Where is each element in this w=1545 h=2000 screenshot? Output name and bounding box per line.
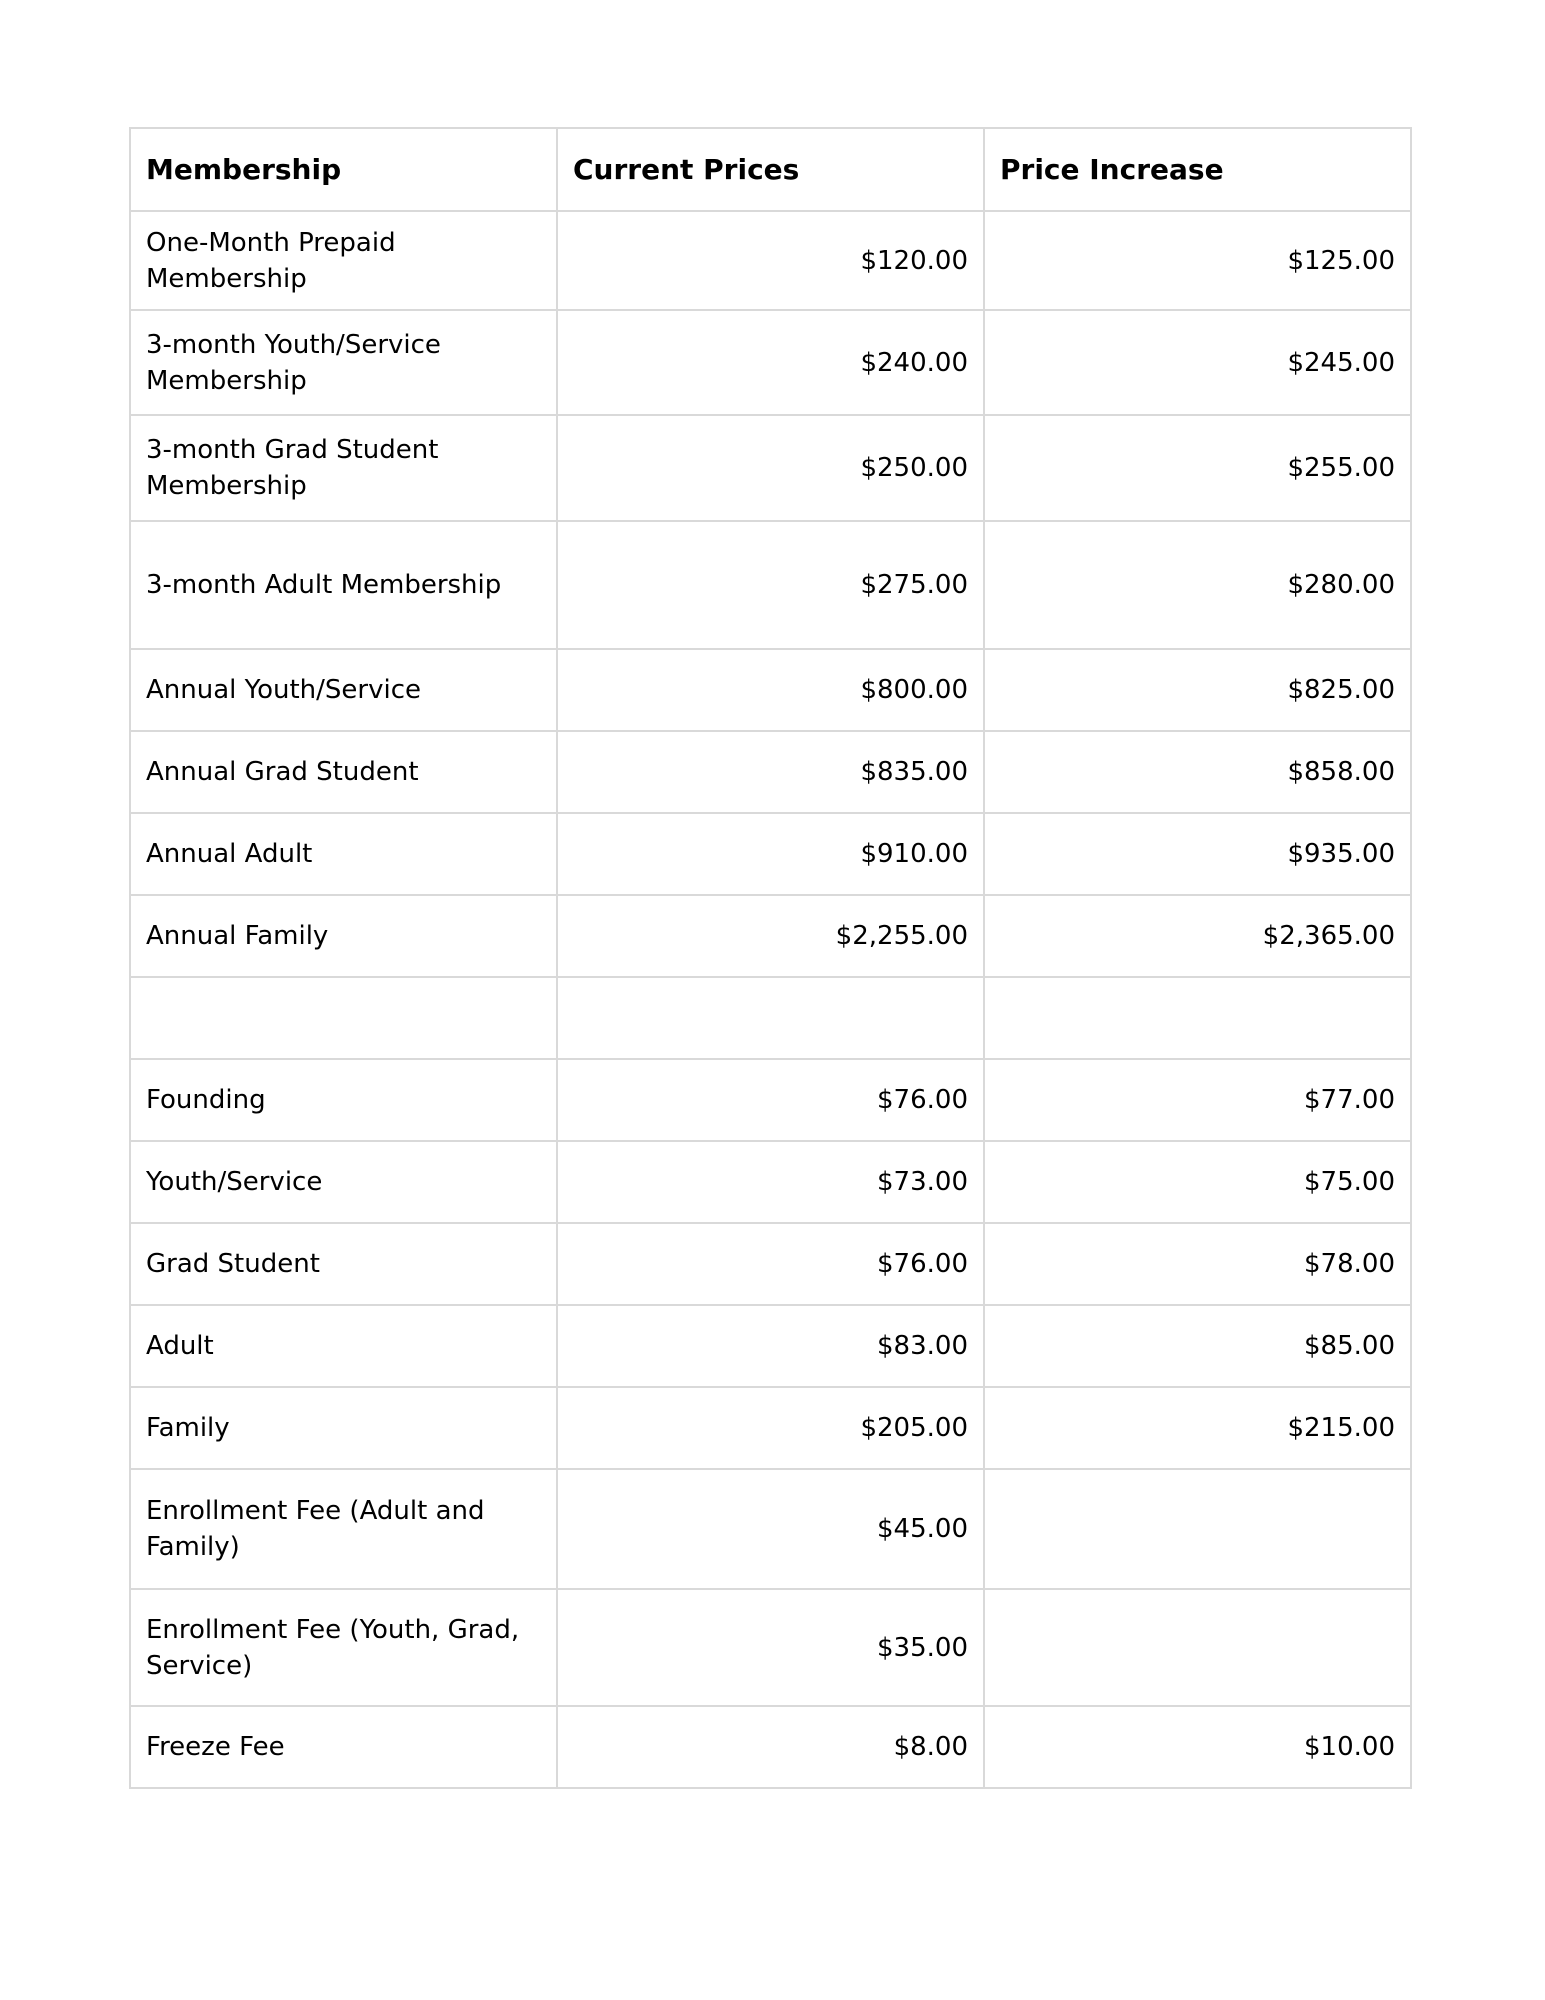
- membership-cell: 3-month Adult Membership: [130, 521, 557, 649]
- price-increase-cell: $125.00: [984, 211, 1411, 310]
- table-row: [130, 1706, 1411, 1788]
- current-price-cell: $800.00: [557, 649, 984, 731]
- table-row: [130, 1469, 1411, 1589]
- pricing-document: [129, 127, 1412, 1789]
- membership-cell: Annual Adult: [130, 813, 557, 895]
- table-row: [130, 1059, 1411, 1141]
- membership-cell: Freeze Fee: [130, 1706, 557, 1788]
- price-increase-cell: $85.00: [984, 1305, 1411, 1387]
- table-row: [130, 211, 1411, 310]
- current-price-cell: $2,255.00: [557, 895, 984, 977]
- membership-cell: One-Month Prepaid Membership: [130, 211, 557, 310]
- membership-cell: Youth/Service: [130, 1141, 557, 1223]
- price-increase-cell: $215.00: [984, 1387, 1411, 1469]
- current-price-cell: $83.00: [557, 1305, 984, 1387]
- membership-cell: Family: [130, 1387, 557, 1469]
- price-increase-cell: $245.00: [984, 310, 1411, 415]
- table-row: [130, 1305, 1411, 1387]
- table-row: [130, 1141, 1411, 1223]
- table-row: [130, 895, 1411, 977]
- current-price-cell: $205.00: [557, 1387, 984, 1469]
- price-increase-cell: $2,365.00: [984, 895, 1411, 977]
- price-increase-cell: $75.00: [984, 1141, 1411, 1223]
- table-row: [130, 415, 1411, 521]
- table-row-empty: [130, 977, 1411, 1059]
- table-row: [130, 813, 1411, 895]
- current-price-cell: $45.00: [557, 1469, 984, 1589]
- price-increase-cell: $280.00: [984, 521, 1411, 649]
- membership-cell: Annual Youth/Service: [130, 649, 557, 731]
- membership-cell: [130, 977, 557, 1059]
- membership-cell: Grad Student: [130, 1223, 557, 1305]
- price-increase-cell: $858.00: [984, 731, 1411, 813]
- table-row: [130, 1223, 1411, 1305]
- current-price-cell: $76.00: [557, 1223, 984, 1305]
- price-increase-cell: $78.00: [984, 1223, 1411, 1305]
- price-increase-cell: $77.00: [984, 1059, 1411, 1141]
- current-price-cell: $35.00: [557, 1589, 984, 1706]
- current-price-cell: $73.00: [557, 1141, 984, 1223]
- price-increase-cell: [984, 1589, 1411, 1706]
- price-increase-cell: $935.00: [984, 813, 1411, 895]
- membership-cell: Annual Grad Student: [130, 731, 557, 813]
- membership-cell: Enrollment Fee (Youth, Grad, Service): [130, 1589, 557, 1706]
- price-increase-cell: [984, 977, 1411, 1059]
- membership-pricing-table: [129, 127, 1412, 1789]
- membership-cell: Annual Family: [130, 895, 557, 977]
- table-row: [130, 1589, 1411, 1706]
- membership-cell: 3-month Youth/Service Membership: [130, 310, 557, 415]
- membership-cell: 3-month Grad Student Membership: [130, 415, 557, 521]
- table-row: [130, 731, 1411, 813]
- price-increase-cell: [984, 1469, 1411, 1589]
- current-price-cell: $240.00: [557, 310, 984, 415]
- table-row: [130, 649, 1411, 731]
- membership-cell: Founding: [130, 1059, 557, 1141]
- membership-cell: Enrollment Fee (Adult and Family): [130, 1469, 557, 1589]
- table-header-row: [130, 128, 1411, 211]
- current-price-cell: $250.00: [557, 415, 984, 521]
- table-row: [130, 1387, 1411, 1469]
- table-row: [130, 310, 1411, 415]
- price-increase-cell: $825.00: [984, 649, 1411, 731]
- current-price-cell: $8.00: [557, 1706, 984, 1788]
- current-price-cell: $120.00: [557, 211, 984, 310]
- table-row: [130, 521, 1411, 649]
- current-price-cell: $835.00: [557, 731, 984, 813]
- current-price-cell: $76.00: [557, 1059, 984, 1141]
- header-price-increase: Price Increase: [984, 128, 1411, 211]
- current-price-cell: $910.00: [557, 813, 984, 895]
- current-price-cell: $275.00: [557, 521, 984, 649]
- price-increase-cell: $10.00: [984, 1706, 1411, 1788]
- header-membership: Membership: [130, 128, 557, 211]
- current-price-cell: [557, 977, 984, 1059]
- price-increase-cell: $255.00: [984, 415, 1411, 521]
- membership-cell: Adult: [130, 1305, 557, 1387]
- header-current-prices: Current Prices: [557, 128, 984, 211]
